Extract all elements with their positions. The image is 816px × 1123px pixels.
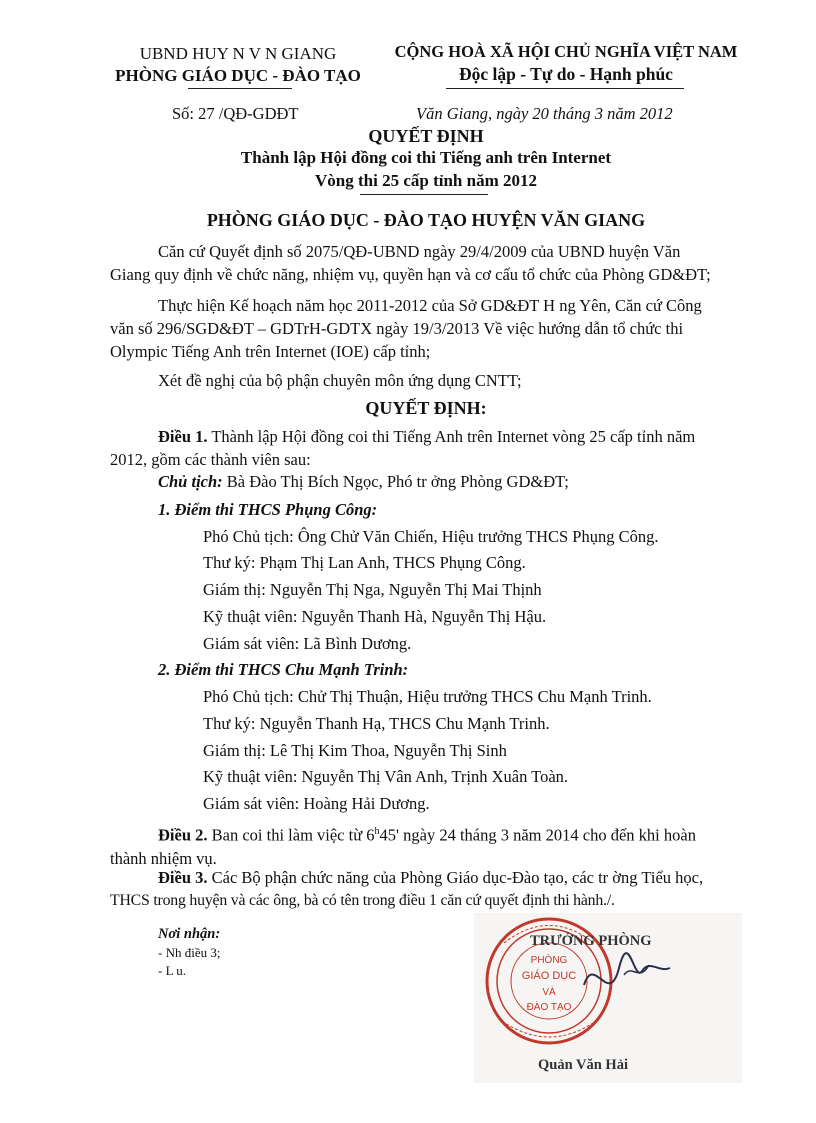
org-underline: [188, 88, 292, 89]
stamp-text: PHÒNG: [530, 955, 568, 966]
motto-underline: [446, 88, 684, 89]
article-1-text: Thành lập Hội đồng coi thi Tiếng Anh trên Internet vòng 25 cấp tỉnh năm: [207, 427, 696, 446]
recipients-label: Nơi nhận:: [158, 926, 221, 942]
site-1-member: Giám thị: Nguyễn Thị Nga, Nguyễn Thị Mai Thịnh: [203, 580, 542, 599]
stamp-text: ĐÀO TẠO: [526, 1002, 572, 1013]
preamble-3-line-1: Xét đề nghị của bộ phận chuyên môn ứng dụng CNTT;: [158, 371, 522, 390]
preamble-2-line-2: văn số 296/SGD&ĐT – GDTrH-GDTX ngày 19/3/2013 Về việc hướng dẫn tổ chức thi: [110, 319, 684, 338]
article-1: [110, 425, 742, 471]
site-2-member: Kỹ thuật viên: Nguyễn Thị Vân Anh, Trịnh Xuân Toàn.: [203, 767, 569, 786]
site-2-title: 2. Điểm thi THCS Chu Mạnh Trinh:: [158, 660, 409, 679]
article-2: [110, 820, 742, 870]
preamble-paragraph-1: [110, 240, 742, 286]
decision-subtitle-1: Thành lập Hội đồng coi thi Tiếng anh trên Internet: [240, 148, 612, 167]
decision-subtitle-2: Vòng thi 25 cấp tỉnh năm 2012: [315, 171, 537, 190]
site-1-member: Thư ký: Phạm Thị Lan Anh, THCS Phụng Công.: [203, 553, 526, 572]
article-1-label: Điều 1.: [158, 427, 208, 446]
preamble-1-line-2: Giang quy định về chức năng, nhiệm vụ, quyền hạn và cơ cấu tổ chức của Phòng GD&ĐT;: [110, 265, 711, 284]
chair-line: [158, 472, 569, 492]
article-2-text-a: Ban coi thi làm việc từ 6: [207, 825, 375, 845]
article-2-line-1: [110, 820, 742, 847]
site-2-member: Giám sát viên: Hoàng Hải Dương.: [203, 794, 430, 813]
recipient-item: - Nh điều 3;: [158, 945, 221, 960]
site-2-member: Giám thị: Lê Thị Kim Thoa, Nguyễn Thị Sinh: [203, 741, 507, 760]
article-2-superscript: h: [374, 826, 380, 837]
article-1-line-1: [110, 425, 742, 448]
article-3-label: Điều 3.: [158, 868, 208, 887]
decision-heading: QUYẾT ĐỊNH:: [365, 398, 487, 418]
nation-title: CỘNG HOÀ XÃ HỘI CHỦ NGHĨA VIỆT NAM: [394, 42, 738, 61]
article-2-line-2: thành nhiệm vụ.: [110, 848, 217, 868]
article-2-label: Điều 2.: [158, 825, 208, 845]
document-number: Số: 27 /QĐ-GDĐT: [172, 104, 299, 123]
stamp-text: VÀ: [542, 987, 556, 998]
recipient-item: - L u.: [158, 963, 187, 978]
site-2-member: Phó Chủ tịch: Chử Thị Thuận, Hiệu trưởng THCS Chu Mạnh Trinh.: [203, 687, 652, 706]
issuing-authority: PHÒNG GIÁO DỤC - ĐÀO TẠO HUYỆN VĂN GIANG: [206, 210, 646, 230]
signer-name: Quản Văn Hải: [538, 1057, 628, 1073]
preamble-paragraph-3: [110, 369, 742, 392]
title-underline: [360, 194, 488, 195]
decision-title: QUYẾT ĐỊNH: [368, 126, 484, 146]
site-2-member: Thư ký: Nguyễn Thanh Hạ, THCS Chu Mạnh Trinh.: [203, 714, 550, 733]
signer-title: TRƯỞNG PHÒNG: [530, 933, 652, 949]
site-1-member: Phó Chủ tịch: Ông Chử Văn Chiến, Hiệu trưởng THCS Phụng Công.: [203, 527, 659, 546]
chair-label: Chủ tịch:: [158, 472, 223, 491]
article-3-line-1: [110, 866, 742, 889]
org-line-1: UBND HUY N V N GIANG: [139, 44, 337, 63]
site-1-title: 1. Điểm thi THCS Phụng Công:: [158, 500, 378, 519]
stamp-text: GIÁO DỤC: [521, 970, 577, 982]
preamble-2-line-3: Olympic Tiếng Anh trên Internet (IOE) cấp tỉnh;: [110, 342, 431, 361]
signature-block: [474, 913, 742, 1083]
article-3-text: Các Bộ phận chức năng của Phòng Giáo dục-Đào tạo, các tr ờng Tiểu học,: [207, 868, 704, 887]
site-1-member: Kỹ thuật viên: Nguyễn Thanh Hà, Nguyễn Thị Hậu.: [203, 607, 547, 626]
article-3-line-2: THCS trong huyện và các ông, bà có tên trong điều 1 căn cứ quyết định thi hành./.: [110, 892, 615, 909]
preamble-1-line-1: Căn cứ Quyết định số 2075/QĐ-UBND ngày 29/4/2009 của UBND huyện Văn: [158, 242, 681, 261]
preamble-2-line-1: Thực hiện Kế hoạch năm học 2011-2012 của Sở GD&ĐT H ng Yên, Căn cứ Công: [158, 296, 702, 315]
site-1-member: Giám sát viên: Lã Bình Dương.: [203, 634, 412, 653]
preamble-paragraph-2: [110, 294, 742, 363]
org-line-2: PHÒNG GIÁO DỤC - ĐÀO TẠO: [115, 66, 361, 85]
article-1-line-2: 2012, gồm các thành viên sau:: [110, 450, 311, 469]
national-motto: Độc lập - Tự do - Hạnh phúc: [459, 64, 673, 84]
article-2-text-b: 45' ngày 24 tháng 3 năm 2014 cho đến khi hoàn: [379, 825, 696, 845]
place-date: Văn Giang, ngày 20 tháng 3 năm 2012: [416, 104, 673, 123]
chair-value: Bà Đào Thị Bích Ngọc, Phó tr ởng Phòng GD&ĐT;: [222, 472, 569, 491]
article-3: [110, 866, 742, 912]
